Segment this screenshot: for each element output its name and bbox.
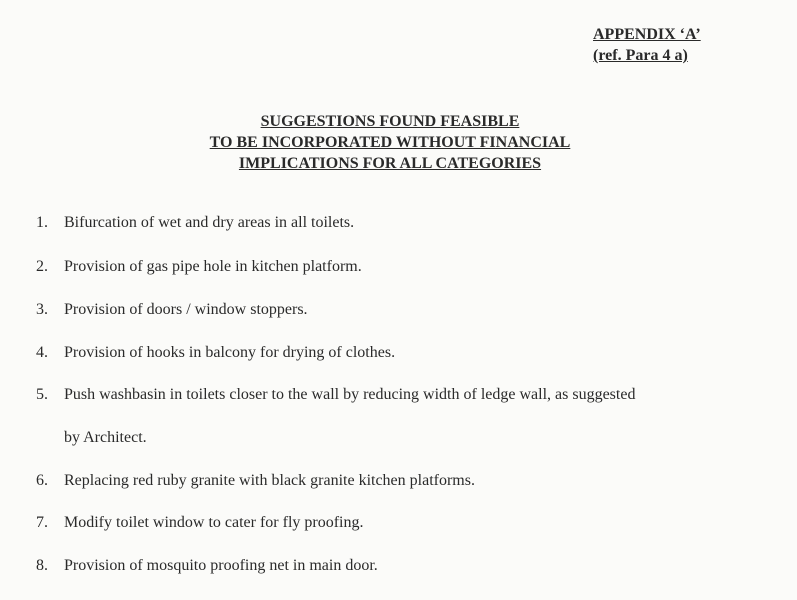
item-text: Provision of hooks in balcony for drying of clothes. <box>64 344 396 361</box>
item-number: 7. <box>36 514 48 531</box>
item-text: Provision of mosquito proofing net in main door. <box>64 557 378 574</box>
item-number: 5. <box>36 386 48 403</box>
item-text: Bifurcation of wet and dry areas in all toilets. <box>64 214 355 231</box>
item-number: 8. <box>36 557 48 574</box>
list-item <box>36 258 362 276</box>
heading-line-2: TO BE INCORPORATED WITHOUT FINANCIAL <box>209 134 571 151</box>
list-item <box>36 557 378 575</box>
list-item <box>36 301 308 319</box>
item-continuation: by Architect. <box>64 429 147 446</box>
item-text: Provision of gas pipe hole in kitchen platform. <box>64 258 362 275</box>
item-text: Provision of doors / window stoppers. <box>64 301 308 318</box>
heading-line-1: SUGGESTIONS FOUND FEASIBLE <box>260 113 520 130</box>
list-item <box>36 214 354 232</box>
appendix-title: APPENDIX ‘A’ <box>593 26 701 43</box>
list-item <box>36 344 395 362</box>
item-text: Replacing red ruby granite with black granite kitchen platforms. <box>64 472 475 489</box>
item-text: Modify toilet window to cater for fly proofing. <box>64 514 364 531</box>
list-item <box>36 514 364 532</box>
item-number: 1. <box>36 214 48 231</box>
appendix-para-ref: (ref. Para 4 a) <box>593 47 688 64</box>
heading-line-3: IMPLICATIONS FOR ALL CATEGORIES <box>238 155 542 172</box>
item-number: 6. <box>36 472 48 489</box>
appendix-reference <box>593 24 701 66</box>
list-item <box>36 386 635 404</box>
item-text: Push washbasin in toilets closer to the wall by reducing width of ledge wall, as suggested <box>64 386 636 403</box>
list-item <box>36 472 475 490</box>
document-heading <box>150 111 630 174</box>
item-number: 4. <box>36 344 48 361</box>
item-number: 2. <box>36 258 48 275</box>
item-number: 3. <box>36 301 48 318</box>
